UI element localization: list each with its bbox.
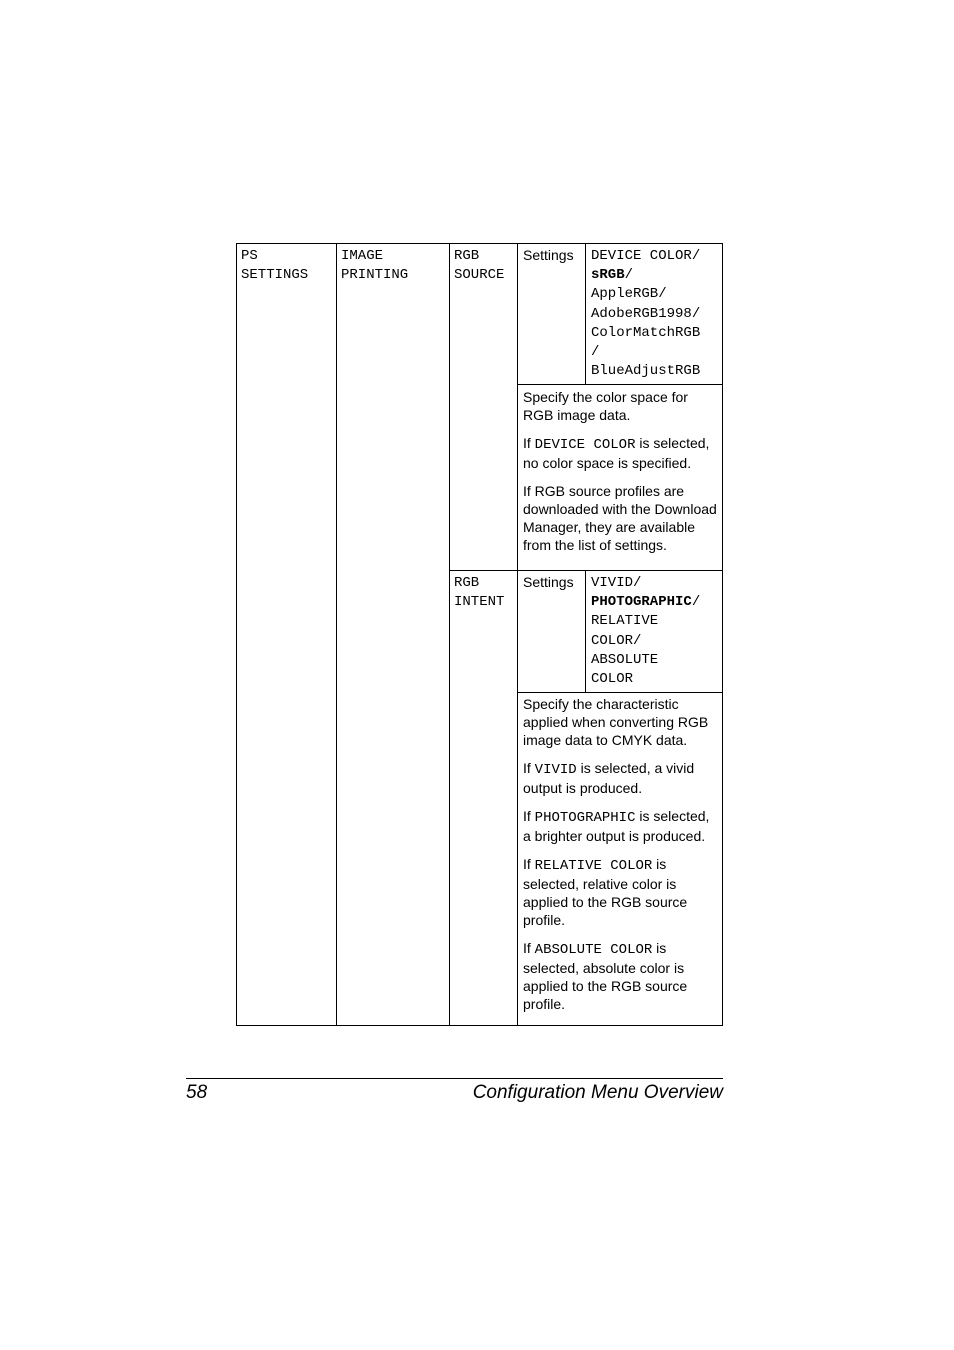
menu-label-source: SOURCE [454,267,505,284]
menu-label-ps: PS [241,248,258,264]
option-absolute-color: COLOR [591,671,634,688]
settings-label: Settings [523,574,574,590]
option-srgb: sRGB [591,267,625,284]
description-text: If PHOTOGRAPHIC is selected, a brighter output is produced. [523,808,710,844]
option-device-color: DEVICE COLOR/ [591,248,701,264]
option-separator: / [624,267,634,284]
option-separator: / [691,594,701,611]
inline-code: DEVICE COLOR [534,437,636,453]
option-absolute: ABSOLUTE [591,651,659,668]
description-text: If VIVID is selected, a vivid output is produced. [523,760,695,796]
inline-code: ABSOLUTE COLOR [534,942,653,958]
menu-label-settings: SETTINGS [241,267,309,284]
rgb-source-description-cell [517,384,723,571]
option-colormatchrgb: ColorMatchRGB [591,324,701,341]
menu-label-printing: PRINTING [341,267,409,284]
option-srgb-default [591,266,722,285]
rgb-intent-description-cell [517,692,723,1026]
footer-section-title: Configuration Menu Overview [472,1082,723,1103]
settings-label: Settings [523,247,574,263]
option-photographic: PHOTOGRAPHIC [591,594,692,611]
description-text: Specify the characteristic applied when converting RGB image data to CMYK data. [523,696,709,748]
option-photographic-default [591,593,722,612]
menu-label-rgb: RGB [454,575,480,591]
menu-label-intent: INTENT [454,594,505,611]
rgb-intent-options-cell [585,570,723,693]
rgb-source-settings-label-cell [517,243,586,385]
inline-code: RELATIVE COLOR [534,858,653,874]
inline-code: VIVID [534,762,577,778]
option-relative-color: COLOR/ [591,632,642,649]
menu-cell-rgb-source [449,243,518,571]
inline-code: PHOTOGRAPHIC [534,810,636,826]
rgb-intent-settings-label-cell [517,570,586,693]
description-text: If ABSOLUTE COLOR is selected, absolute color is applied to the RGB source profile. [523,940,688,1012]
footer-divider [186,1078,723,1079]
option-blueadjustrgb: BlueAdjustRGB [591,363,701,380]
description-text: Specify the color space for RGB image data. [523,389,688,423]
description-text: If RGB source profiles are downloaded with the Download Manager, they are available from the list of settings. [523,483,717,553]
menu-cell-ps-settings [236,243,337,1026]
option-relative: RELATIVE [591,613,659,630]
description-text: If RELATIVE COLOR is selected, relative color is applied to the RGB source profile. [523,856,688,928]
rgb-source-options-cell [585,243,723,385]
option-adobergb1998: AdobeRGB1998/ [591,305,701,322]
menu-label-rgb: RGB [454,248,480,264]
description-text: If DEVICE COLOR is selected, no color space is specified. [523,435,710,471]
menu-cell-image-printing [336,243,450,1026]
menu-label-image: IMAGE [341,248,384,264]
option-vivid: VIVID/ [591,575,642,591]
option-separator: / [591,344,600,361]
option-applergb: AppleRGB/ [591,286,667,303]
page-number: 58 [186,1082,208,1103]
menu-cell-rgb-intent [449,570,518,1026]
